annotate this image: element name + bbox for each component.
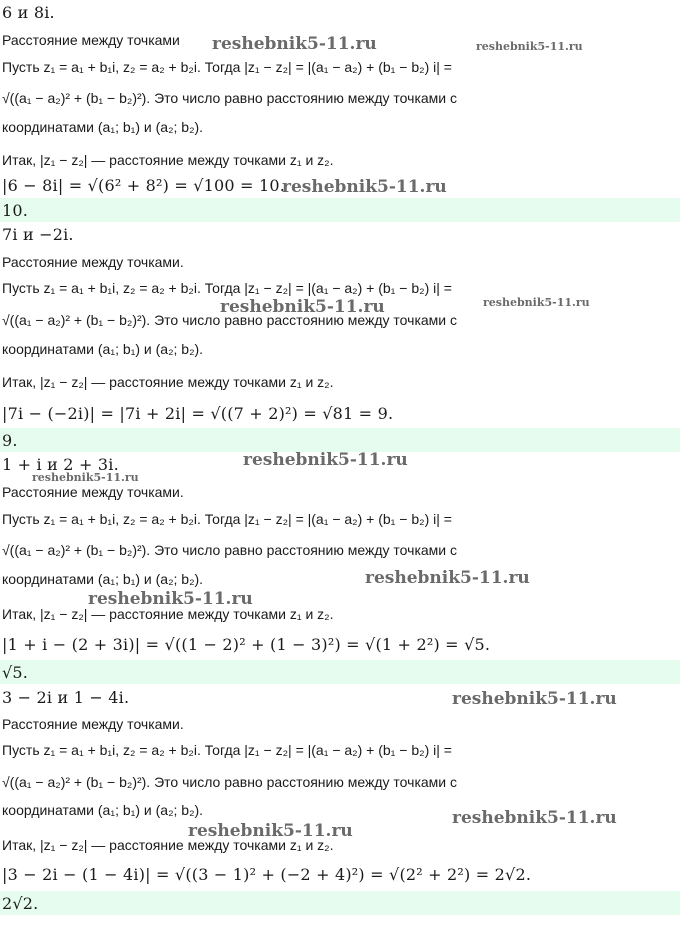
calculation: |6 − 8i| = √(6² + 8²) = √100 = 10. (2, 175, 285, 195)
explanation-text: Пусть z₁ = a₁ + b₁i, z₂ = a₂ + b₂i. Тогда |z₁ − z₂| = |(a₁ − a₂) + (b₁ − b₂) i| = (2, 511, 452, 527)
answer-line: 2√2. (0, 891, 680, 915)
explanation-text: Итак, |z₁ − z₂| — расстояние между точками z₁ и z₂. (2, 606, 334, 622)
explanation-text: √((a₁ − a₂)² + (b₁ − b₂)²). Это число равно расстоянию между точками с (2, 90, 458, 106)
explanation-text: Пусть z₁ = a₁ + b₁i, z₂ = a₂ + b₂i. Тогда |z₁ − z₂| = |(a₁ − a₂) + (b₁ − b₂) i| = (2, 280, 452, 296)
watermark-text: reshebnik5-11.ru (365, 568, 530, 588)
problem-statement: 7i и −2i. (2, 224, 74, 244)
problem-statement: 3 − 2i и 1 − 4i. (2, 687, 130, 707)
answer-line: 9. (0, 428, 680, 452)
explanation-text: координатами (a₁; b₁) и (a₂; b₂). (2, 802, 204, 818)
watermark-text: reshebnik5-11.ru (212, 34, 377, 54)
watermark-text: reshebnik5-11.ru (243, 450, 408, 470)
watermark-text: reshebnik5-11.ru (188, 821, 353, 841)
explanation-text: координатами (a₁; b₁) и (a₂; b₂). (2, 119, 204, 135)
watermark-text: reshebnik5-11.ru (282, 177, 447, 197)
heading-text: Расстояние между точками. (2, 254, 184, 270)
explanation-text: координатами (a₁; b₁) и (a₂; b₂). (2, 571, 204, 587)
watermark-text: reshebnik5-11.ru (88, 589, 253, 609)
watermark-text: reshebnik5-11.ru (483, 296, 590, 309)
explanation-text: Пусть z₁ = a₁ + b₁i, z₂ = a₂ + b₂i. Тогда |z₁ − z₂| = |(a₁ − a₂) + (b₁ − b₂) i| = (2, 59, 452, 75)
watermark-text: reshebnik5-11.ru (452, 808, 617, 828)
explanation-text: √((a₁ − a₂)² + (b₁ − b₂)²). Это число равно расстоянию между точками с (2, 542, 458, 558)
explanation-text: Итак, |z₁ − z₂| — расстояние между точками z₁ и z₂. (2, 374, 334, 390)
answer-line: 10. (0, 198, 680, 222)
explanation-text: координатами (a₁; b₁) и (a₂; b₂). (2, 341, 204, 357)
watermark-text: reshebnik5-11.ru (476, 40, 583, 53)
explanation-text: Итак, |z₁ − z₂| — расстояние между точками z₁ и z₂. (2, 152, 334, 168)
heading-text: Расстояние между точками. (2, 716, 184, 732)
heading-text: Расстояние между точками (2, 32, 180, 48)
calculation: |1 + i − (2 + 3i)| = √((1 − 2)² + (1 − 3)²) = √(1 + 2²) = √5. (2, 634, 491, 654)
answer-line: √5. (0, 660, 680, 684)
explanation-text: √((a₁ − a₂)² + (b₁ − b₂)²). Это число равно расстоянию между точками с (2, 774, 458, 790)
explanation-text: Пусть z₁ = a₁ + b₁i, z₂ = a₂ + b₂i. Тогда |z₁ − z₂| = |(a₁ − a₂) + (b₁ − b₂) i| = (2, 742, 452, 758)
problem-statement: 1 + i и 2 + 3i. (2, 454, 119, 474)
watermark-text: reshebnik5-11.ru (220, 297, 385, 317)
calculation: |7i − (−2i)| = |7i + 2i| = √((7 + 2)²) = √81 = 9. (2, 403, 394, 423)
explanation-text: √((a₁ − a₂)² + (b₁ − b₂)²). Это число равно расстоянию между точками с (2, 312, 458, 328)
heading-text: Расстояние между точками. (2, 484, 184, 500)
watermark-text: reshebnik5-11.ru (452, 689, 617, 709)
problem-statement: 6 и 8i. (2, 2, 55, 22)
explanation-text: Итак, |z₁ − z₂| — расстояние между точками z₁ и z₂. (2, 837, 334, 853)
watermark-text: reshebnik5-11.ru (32, 471, 139, 484)
calculation: |3 − 2i − (1 − 4i)| = √((3 − 1)² + (−2 + 4)²) = √(2² + 2²) = 2√2. (2, 864, 532, 884)
